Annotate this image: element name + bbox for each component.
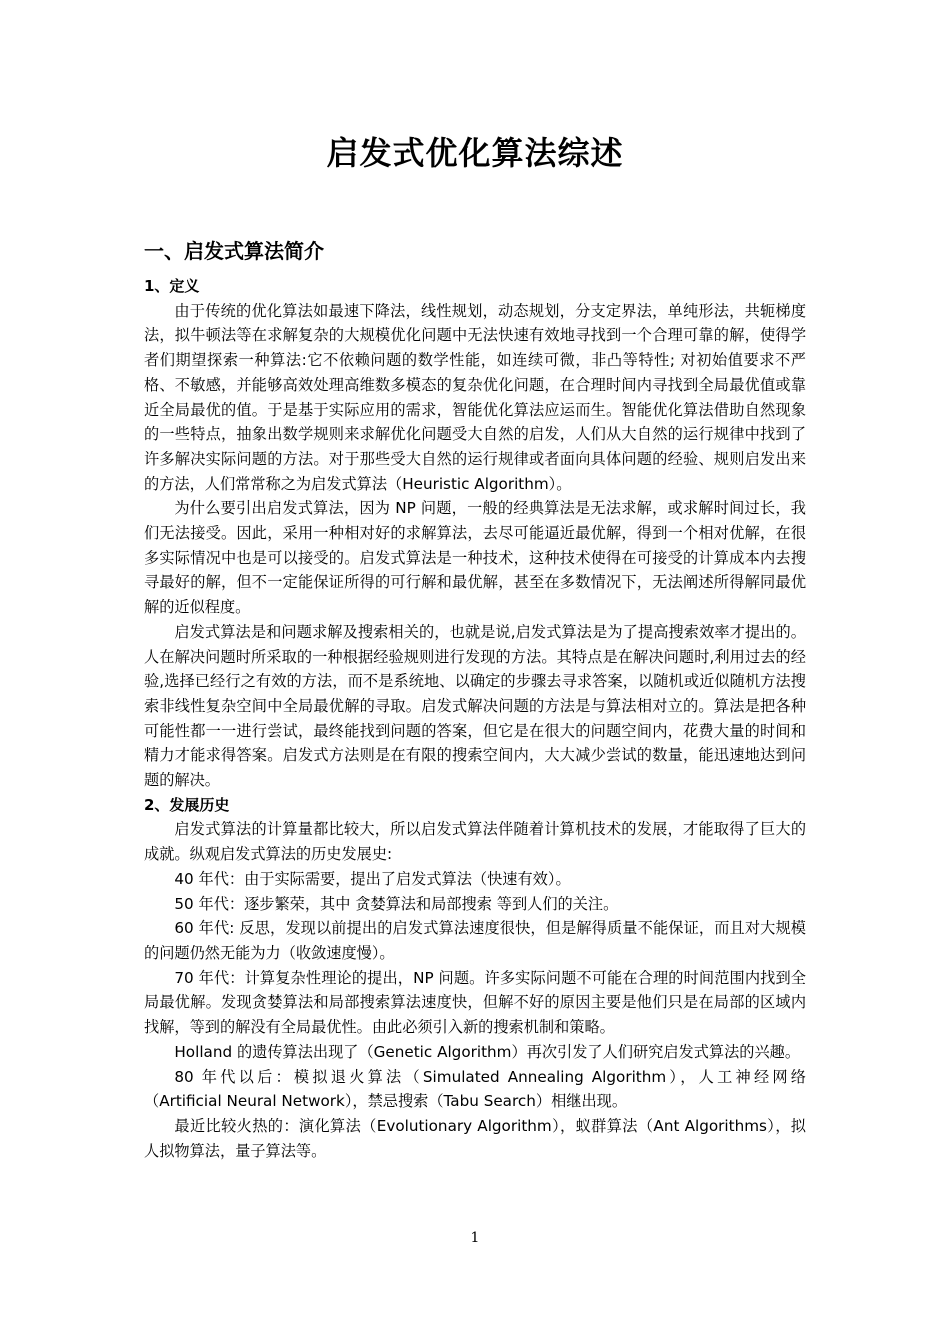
subsection-heading-definition: 1、定义	[144, 277, 200, 295]
paragraph: 由于传统的优化算法如最速下降法，线性规划，动态规划，分支定界法，单纯形法，共轭梯度法，拟牛顿法等在求解复杂的大规模优化问题中无法快速有效地寻找到一个合理可靠的解，使得学者们期望探索一种算法:它不依赖问题的数学性能，如连续可微，非凸等特性; 对初始值要求不严格、不敏感，并能够高效处理高维数多模态的复杂优化问题，在合理时间内寻找到全局最优值或靠近全局最优的值。于是基于实际应用的需求，智能优化算法应运而生。智能优化算法借助自然现象的一些特点，抽象出数学规则来求解优化问题受大自然的启发，人们从大自然的运行规律中找到了许多解决实际问题的方法。对于那些受大自然的运行规律或者面向具体问题的经验、规则启发出来的方法，人们常常称之为启发式算法（Heuristic Algorithm）。	[144, 301, 806, 493]
subsection-heading-history: 2、发展历史	[144, 795, 230, 814]
paragraph: 80 年代以后：模拟退火算法（Simulated Annealing Algorithm），人工神经网络（Artificial Neural Network），禁忌搜索（Tabu Search）相继出现。	[144, 1067, 806, 1111]
paragraph: 启发式算法是和问题求解及搜索相关的，也就是说,启发式算法是为了提高搜索效率才提出的。人在解决问题时所采取的一种根据经验规则进行发现的方法。其特点是在解决问题时,利用过去的经验,选择已经行之有效的方法，而不是系统地、以确定的步骤去寻求答案，以随机或近似随机方法搜索非线性复杂空间中全局最优解的寻取。启发式解决问题的方法是与算法相对立的。算法是把各种可能性都一一进行尝试，最终能找到问题的答案，但它是在很大的问题空间内，花费大量的时间和精力才能求得答案。启发式方法则是在有限的搜索空间内，大大减少尝试的数量，能迅速地达到问题的解决。	[144, 622, 806, 790]
page-number: 1	[470, 1230, 480, 1246]
paragraph: 50 年代：逐步繁荣，其中 贪婪算法和局部搜索 等到人们的关注。	[174, 894, 619, 913]
paragraph: Holland 的遗传算法出现了（Genetic Algorithm）再次引发了人们研究启发式算法的兴趣。	[174, 1042, 801, 1061]
paragraph: 为什么要引出启发式算法，因为 NP 问题，一般的经典算法是无法求解，或求解时间过长，我们无法接受。因此，采用一种相对好的求解算法，去尽可能逼近最优解，得到一个相对优解，在很多实际情况中也是可以接受的。启发式算法是一种技术，这种技术使得在可接受的计算成本内去搜寻最好的解，但不一定能保证所得的可行解和最优解，甚至在多数情况下，无法阐述所得解同最优解的近似程度。	[144, 499, 806, 617]
paragraph: 40 年代：由于实际需要，提出了启发式算法（快速有效）。	[174, 869, 571, 888]
paragraph: 70 年代：计算复杂性理论的提出，NP 问题。许多实际问题不可能在合理的时间范围内找到全局最优解。发现贪婪算法和局部搜索算法速度快，但解不好的原因主要是他们只是在局部的区域内找解，等到的解没有全局最优性。由此必须引入新的搜索机制和策略。	[144, 968, 806, 1037]
document-title: 启发式优化算法综述	[326, 134, 624, 172]
section-heading: 一、启发式算法简介	[144, 239, 324, 263]
paragraph: 启发式算法的计算量都比较大，所以启发式算法伴随着计算机技术的发展，才能取得了巨大的成就。纵观启发式算法的历史发展史:	[144, 820, 806, 864]
document-body	[144, 236, 806, 1163]
paragraph: 最近比较火热的：演化算法（Evolutionary Algorithm），蚁群算法（Ant Algorithms），拟人拟物算法，量子算法等。	[144, 1116, 806, 1160]
paragraph: 60 年代: 反思，发现以前提出的启发式算法速度很快，但是解得质量不能保证，而且对大规模的问题仍然无能为力（收敛速度慢）。	[144, 919, 806, 962]
